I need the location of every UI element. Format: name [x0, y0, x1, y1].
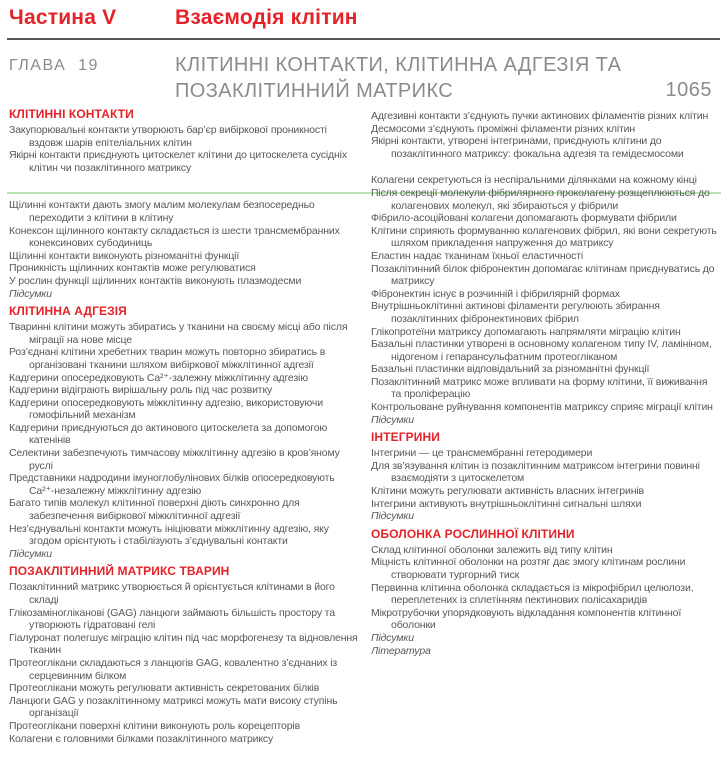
toc-entry: Колагени секретуються із неспіральними ділянками на кожному кінці — [371, 174, 697, 187]
toc-entry-summary: Підсумки — [9, 547, 52, 560]
section-heading: ПОЗАКЛІТИННИЙ МАТРИКС ТВАРИН — [9, 564, 230, 579]
toc-entry-summary: Література — [371, 644, 431, 657]
page-number: 1065 — [665, 79, 712, 101]
toc-entry: Інтегрини — це трансмембранні гетеродимери — [371, 447, 593, 460]
toc-entry: Ланцюги GAG у позаклітинному матриксі можуть мати високу ступінь організації — [9, 694, 338, 720]
toc-entry: Для зв’язування клітин із позаклітинним матриксом інтегрини повинні взаємодіяти з цитоскелетом — [371, 459, 700, 485]
toc-entry: Позаклітинний матрикс утворюється й орієнтується клітинами в його складі — [9, 581, 335, 606]
toc-entry: Щілинні контакти дають змогу малим молекулам безпосередньо переходити з клітини в клітину — [9, 199, 315, 224]
part-title: Взаємодія клітин — [175, 6, 358, 29]
toc-entry: Гіалуронат полегшує міграцію клітин під час морфогенезу та відновлення тканин — [9, 631, 358, 657]
toc-entry-summary: Підсумки — [371, 510, 414, 523]
toc-entry: Міцність клітинної оболонки на розтяг дає змогу клітинам рослини створювати тургорний тиск — [371, 556, 686, 581]
toc-entry: Клітини можуть регулювати активність власних інтегринів — [371, 485, 644, 498]
toc-entry: Конексон щілинного контакту складається із шести трансмембранних конексинових субодиниць — [9, 224, 340, 250]
chapter-title: КЛІТИННІ КОНТАКТИ, КЛІТИННА АДГЕЗІЯ ТА ПОЗАКЛІТИННИЙ МАТРИКС — [175, 54, 622, 102]
toc-entry: Глікозаміногліканові (GAG) ланцюги займають більшість простору та утворюють гідратовані гелі — [9, 606, 335, 632]
toc-entry-summary: Підсумки — [9, 287, 52, 300]
toc-entry: Багато типів молекул клітинної поверхні діють синхронно для забезпечення вибіркової міжклітинної адгезії — [9, 497, 300, 523]
toc-entry: Склад клітинної оболонки залежить від типу клітин — [371, 543, 613, 556]
toc-entry: Кадгерини опосередковують міжклітинну адгезію, використовуючи гомофільний механізм — [9, 396, 323, 422]
section-heading: ІНТЕГРИНИ — [371, 430, 440, 445]
toc-entry: Позаклітинний білок фібронектин допомагає клітинам приєднуватись до матриксу — [371, 262, 715, 288]
toc-entry-summary: Підсумки — [371, 413, 414, 426]
toc-entry: Інтегрини активують внутрішньоклітинні сигнальні шляхи — [371, 497, 642, 510]
toc-entry: Після секреції молекули фібрилярного проколагену розщеплюються до колагенових молекул, які збираються у фібрили — [371, 186, 710, 212]
toc-entry: Внутрішньоклітинні актинові філаменти регулюють збирання позаклітинних фібронектинових фібрил — [371, 300, 660, 325]
section-heading: ОБОЛОНКА РОСЛИННОЇ КЛІТИНИ — [371, 526, 575, 541]
toc-entry: Десмосоми з’єднують проміжні філаменти різних клітин — [371, 122, 636, 135]
toc-entry: Клітини сприяють формуванню колагенових фібрил, які вони секретують шляхом прикладення напруження до матриксу — [371, 224, 717, 250]
toc-entry: Щілинні контакти виконують різноманітні функції — [9, 249, 240, 262]
toc-entry: Фібрило-асоційовані колагени допомагають формувати фібрили — [371, 212, 677, 225]
toc-entry: Протеоглікани складаються з ланцюгів GAG, ковалентно з’єднаних із серцевинним білком — [9, 656, 338, 682]
toc-entry: Тваринні клітини можуть збиратись у тканини на своєму місці або після міграції на нове місце — [9, 321, 348, 346]
toc-entry: Якірні контакти, утворені інтегринами, приєднують клітини до позаклітинного матриксу: фокальна адгезія та гемідесмосоми — [371, 135, 684, 160]
toc-entry: Протеоглікани поверхні клітини виконують роль корецепторів — [9, 719, 301, 732]
header-rule — [7, 38, 720, 40]
toc-entry: Кадгерини відіграють вирішальну роль під час розвитку — [9, 384, 273, 397]
chapter-label: ГЛАВА 19 — [9, 57, 99, 74]
toc-entry: Фібронектин існує в розчинній і фібрилярній формах — [371, 287, 620, 300]
toc-entry-summary: Підсумки — [371, 631, 414, 644]
toc-entry: У рослин функції щілинних контактів виконують плазмодесми — [9, 274, 302, 287]
toc-entry: Закупорювальні контакти утворюють бар’єр вибіркової проникності вздовж шарів епітеліальних клітин — [9, 124, 327, 149]
section-heading: КЛІТИННІ КОНТАКТИ — [9, 108, 134, 121]
toc-entry: Колагени є головними білками позаклітинного матриксу — [9, 732, 274, 745]
right-column — [371, 110, 719, 761]
toc-entry: Мікротрубочки упорядковують відкладання компонентів клітинної оболонки — [371, 606, 682, 632]
toc-entry: Еластин надає тканинам їхньої еластичності — [371, 249, 584, 262]
toc-entry: Первинна клітинна оболонка складається із мікрофібрил целюлози, переплетених із сплетінням пектинових полісахаридів — [371, 581, 694, 607]
toc-entry: Кадгерини приєднуються до актинового цитоскелета за допомогою катенінів — [9, 421, 328, 447]
toc-entry: Адгезивні контакти з’єднують пучки актинових філаментів різних клітин — [371, 110, 709, 122]
toc-entry: Базальні пластинки відповідальний за різноманітні функції — [371, 363, 650, 376]
toc-entry: Позаклітинний матрикс може впливати на форму клітини, її виживання та проліферацію — [371, 375, 708, 401]
toc-entry: Представники надродини імуноглобулінових білків опосередковують Ca²⁺-незалежну міжклітинну адгезію — [9, 472, 335, 497]
divider-gap — [9, 174, 359, 199]
toc-entry: Кадгерини опосередковують Ca²⁺-залежну міжклітинну адгезію — [9, 371, 308, 384]
toc-entry: Нез’єднувальні контакти можуть ініціювати міжклітинну адгезію, яку згодом орієнтують і стабілізують з’єднувальні контакти — [9, 522, 329, 548]
toc-entry: Протеоглікани можуть регулювати активність секретованих білків — [9, 682, 320, 695]
left-column — [9, 108, 359, 761]
section-heading: КЛІТИННА АДГЕЗІЯ — [9, 304, 127, 319]
divider-gap — [371, 160, 719, 174]
toc-entry: Роз’єднані клітини хребетних тварин можуть повторно збиратись в організовані тканини шляхом вибіркової міжклітинної адгезії — [9, 346, 326, 371]
part-label: Частина V — [9, 6, 117, 29]
toc-entry: Базальні пластинки утворені в основному колагеном типу IV, ламініном, нідогеном і гепарансульфатним протеогліканом — [371, 338, 712, 363]
toc-entry: Проникність щілинних контактів може регулюватися — [9, 262, 256, 275]
toc-entry: Селектини забезпечують тимчасову міжклітинну адгезію в кров’яному руслі — [9, 447, 340, 472]
toc-entry: Контрольоване руйнування компонентів матриксу сприяє міграції клітин — [371, 401, 713, 414]
toc-entry: Глікопротеїни матриксу допомагають напрямляти міграцію клітин — [371, 325, 681, 338]
toc-entry: Якірні контакти приєднують цитоскелет клітини до цитоскелета сусідніх клітин чи позаклітинного матриксу — [9, 149, 347, 174]
